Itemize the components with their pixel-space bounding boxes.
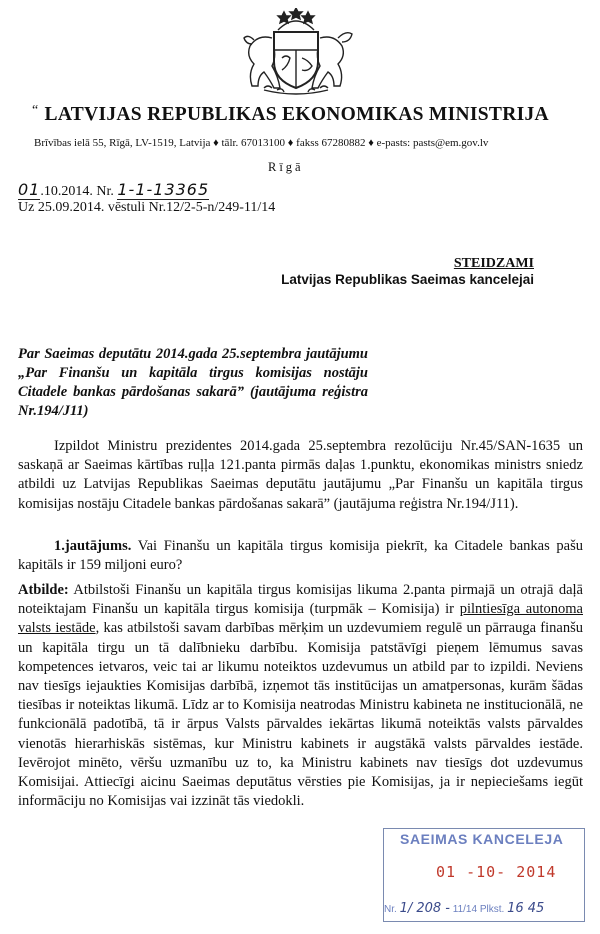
contact-line: Brīvības ielā 55, Rīgā, LV-1519, Latvija ♦ tālr. 67013100 ♦ fakss 67280882 ♦ e-pasts: pasts@em.gov.lv: [34, 137, 489, 149]
recipient: Latvijas Republikas Saeimas kancelejai: [281, 272, 534, 287]
answer-underlined: pilntiesīga autonoma valsts iestāde: [18, 601, 583, 637]
stamp-time-label: Plkst.: [479, 904, 505, 915]
answer-text-2: , kas atbilstoši savam darbības mērķim un uzdevumiem regulē un pārrauga finanšu un kapitāla tirgu un tā dalībnieku darbību. Komisija patstāvīgi pieņem lēmumus savas kompetences ietvaros, veic tai ar likumu noteiktos uzdevumus un atbild par to izpildi. Neviens nav tiesīgs iejaukties Komisijas darbībā, izņemot tās institūcijas un amatpersonas, kurām šādas tiesības ir noteiktas likumā. Līdz ar to Komisija neatrodas Ministru kabineta ne institucionālā, ne funkcionālā padotībā, tā ir ārpus Valsts pārvaldes iekārtas likumā noteiktās valsts pārvaldes vienotās hierarhiskās sistēmas, kur Ministru kabinets ir augstākā valsts pārvaldes iestāde. Ievērojot minēto, vēršu uzmanību uz to, ka Ministru kabinets nav tiesīgs dot uzdevumus Komisijai. Attiecīgi aicinu Saeimas deputātus vērsties pie Komisijas, ja ir nepieciešams iegūt informāciju no Komisijas vai izzināt tās viedokli.: [18, 620, 583, 810]
stamp-time-handwritten: 16 45: [507, 901, 545, 916]
stamp-nr-label: Nr.: [384, 904, 397, 915]
city: Rīgā: [268, 160, 304, 174]
stamp-date: 01 -10- 2014: [436, 863, 557, 881]
stamp-registration-line: [384, 901, 544, 916]
question-text: Vai Finanšu un kapitāla tirgus komisija piekrīt, ka Citadele bankas pašu kapitāls ir 159 miljoni euro?: [18, 538, 583, 574]
reference-line: [18, 180, 275, 216]
ministry-title: [32, 104, 592, 126]
stamp-nr-handwritten: 1/ 208 -: [399, 901, 450, 916]
registration-stamp: [383, 828, 585, 922]
stamp-header: SAEIMAS KANCELEJA: [400, 831, 564, 847]
reply-reference: Uz 25.09.2014. vēstuli Nr.12/2-5-n/249-11/14: [18, 200, 276, 215]
title-mark: “: [32, 103, 39, 118]
question-paragraph: [18, 537, 583, 575]
handwritten-number: 1-1-13365: [117, 180, 210, 199]
date-rest: .10.2014. Nr.: [40, 184, 114, 199]
answer-paragraph: [18, 581, 583, 811]
stamp-nr-suffix: 11/14: [452, 904, 478, 915]
intro-paragraph: Izpildot Ministru prezidentes 2014.gada 25.septembra rezolūciju Nr.45/SAN-1635 un saskaņā ar Saeimas kārtības ruļļa 121.panta pirmās daļas 1.punktu, ekonomikas ministrs sniedz atbildi uz Latvijas Republikas Saeimas deputātu jautājumu „Par Finanšu un kapitāla tirgus komisijas nostāju Citadele bankas pārdošanas sakarā” (jautājuma reģistra Nr.194/J11).: [18, 438, 583, 512]
date-number-line: [18, 180, 275, 200]
urgent-label: STEIDZAMI: [453, 256, 534, 271]
question-label: 1.jautājums.: [54, 538, 132, 554]
handwritten-day: 01: [18, 180, 41, 199]
coat-of-arms-icon: [228, 8, 364, 96]
answer-text-1: Atbilstoši Finanšu un kapitāla tirgus komisijas likuma 2.panta pirmajā un otrajā daļā noteiktajam Finanšu un kapitāla tirgus komisija (turpmāk – Komisija) ir: [18, 582, 583, 618]
answer-label: Atbilde:: [18, 582, 69, 598]
letter-subject: Par Saeimas deputātu 2014.gada 25.septembra jautājumu „Par Finanšu un kapitāla tirgus komisijas nostāju Citadele bankas pārdošanas sakarā” (jautājuma reģistra Nr.194/J11): [18, 346, 368, 419]
ministry-name: LATVIJAS REPUBLIKAS EKONOMIKAS MINISTRIJA: [44, 104, 549, 125]
addressee-block: [281, 256, 534, 287]
